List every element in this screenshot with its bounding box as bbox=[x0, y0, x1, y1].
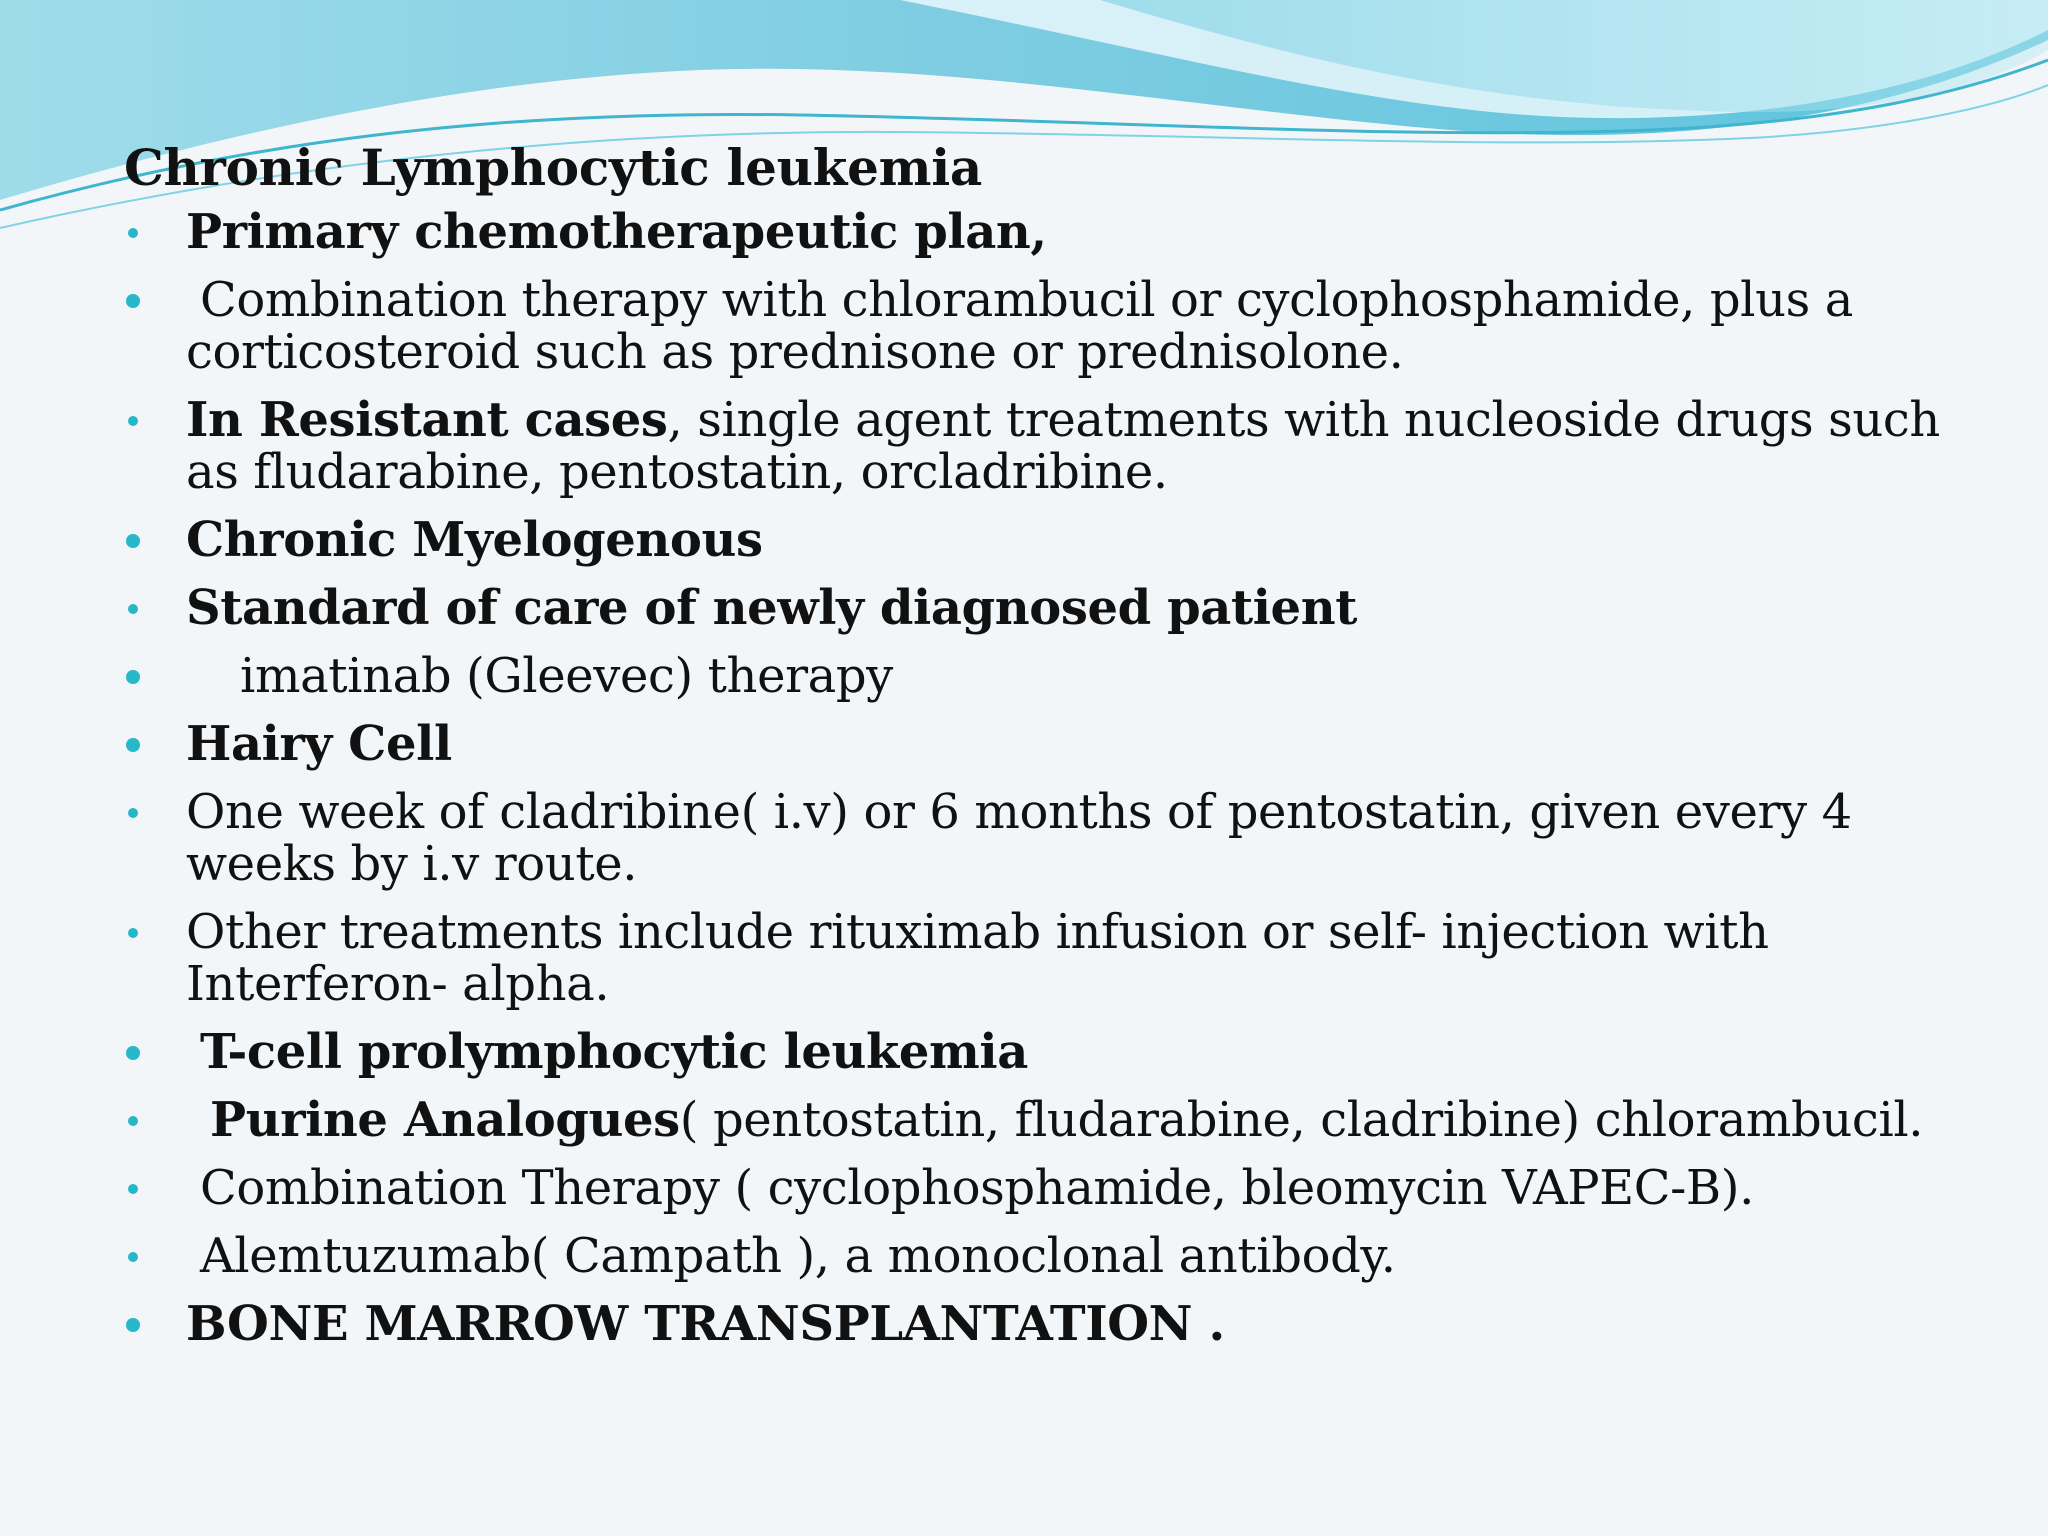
bullet-list bbox=[124, 206, 1984, 1350]
item-text: Combination Therapy ( cyclophosphamide, bleomycin VAPEC-B). bbox=[200, 1160, 1754, 1216]
list-item bbox=[124, 1162, 1984, 1214]
item-text: Alemtuzumab( Campath ), a monoclonal antibody. bbox=[200, 1228, 1396, 1284]
item-bold-text: T-cell prolymphocytic leukemia bbox=[200, 1024, 1028, 1080]
list-item bbox=[124, 514, 1984, 566]
bullet-icon bbox=[128, 808, 138, 818]
item-text: Combination therapy with chlorambucil or cyclophosphamide, plus a corticosteroid such as prednisone or prednisolone. bbox=[186, 272, 1853, 380]
slide-content bbox=[124, 138, 1984, 1366]
item-bold-text: In Resistant cases bbox=[186, 392, 668, 448]
bullet-icon bbox=[126, 1318, 140, 1332]
bullet-icon bbox=[128, 228, 138, 238]
item-text: , single agent treatments with nucleoside drugs such as fludarabine, pentostatin, orcladribine. bbox=[186, 392, 1940, 500]
list-item bbox=[124, 718, 1984, 770]
item-bold-text: Purine Analogues bbox=[210, 1092, 680, 1148]
bullet-icon bbox=[128, 604, 138, 614]
list-item bbox=[124, 1230, 1984, 1282]
item-text: ( pentostatin, fludarabine, cladribine) chlorambucil. bbox=[679, 1092, 1924, 1148]
list-item bbox=[124, 650, 1984, 702]
bullet-icon bbox=[128, 416, 138, 426]
bullet-icon bbox=[126, 534, 140, 548]
bullet-icon bbox=[128, 1116, 138, 1126]
item-text: Other treatments include rituximab infusion or self- injection with Interferon- alpha. bbox=[186, 904, 1769, 1012]
bullet-icon bbox=[126, 738, 140, 752]
list-item bbox=[124, 274, 1984, 378]
bullet-icon bbox=[128, 928, 138, 938]
item-bold-text: Hairy Cell bbox=[186, 716, 452, 772]
item-bold-text: Standard of care of newly diagnosed patient bbox=[186, 580, 1357, 636]
bullet-icon bbox=[128, 1252, 138, 1262]
list-item bbox=[124, 394, 1984, 498]
item-bold-text: BONE MARROW TRANSPLANTATION bbox=[186, 1296, 1193, 1352]
list-item bbox=[124, 1026, 1984, 1078]
list-item bbox=[124, 582, 1984, 634]
bullet-icon bbox=[126, 1046, 140, 1060]
bullet-icon bbox=[126, 294, 140, 308]
slide-heading: Chronic Lymphocytic leukemia bbox=[124, 138, 982, 197]
item-text: imatinab (Gleevec) therapy bbox=[240, 648, 893, 704]
list-item bbox=[124, 786, 1984, 890]
item-bold-text: Chronic Myelogenous bbox=[186, 512, 763, 568]
list-item bbox=[124, 906, 1984, 1010]
bullet-icon bbox=[126, 670, 140, 684]
list-item bbox=[124, 1094, 1984, 1146]
item-text: . bbox=[1192, 1296, 1225, 1352]
bullet-icon bbox=[128, 1184, 138, 1194]
item-text: One week of cladribine( i.v) or 6 months of pentostatin, given every 4 weeks by i.v route. bbox=[186, 784, 1852, 892]
item-bold-text: Primary chemotherapeutic plan, bbox=[186, 204, 1047, 260]
list-item bbox=[124, 206, 1984, 258]
list-item bbox=[124, 1298, 1984, 1350]
